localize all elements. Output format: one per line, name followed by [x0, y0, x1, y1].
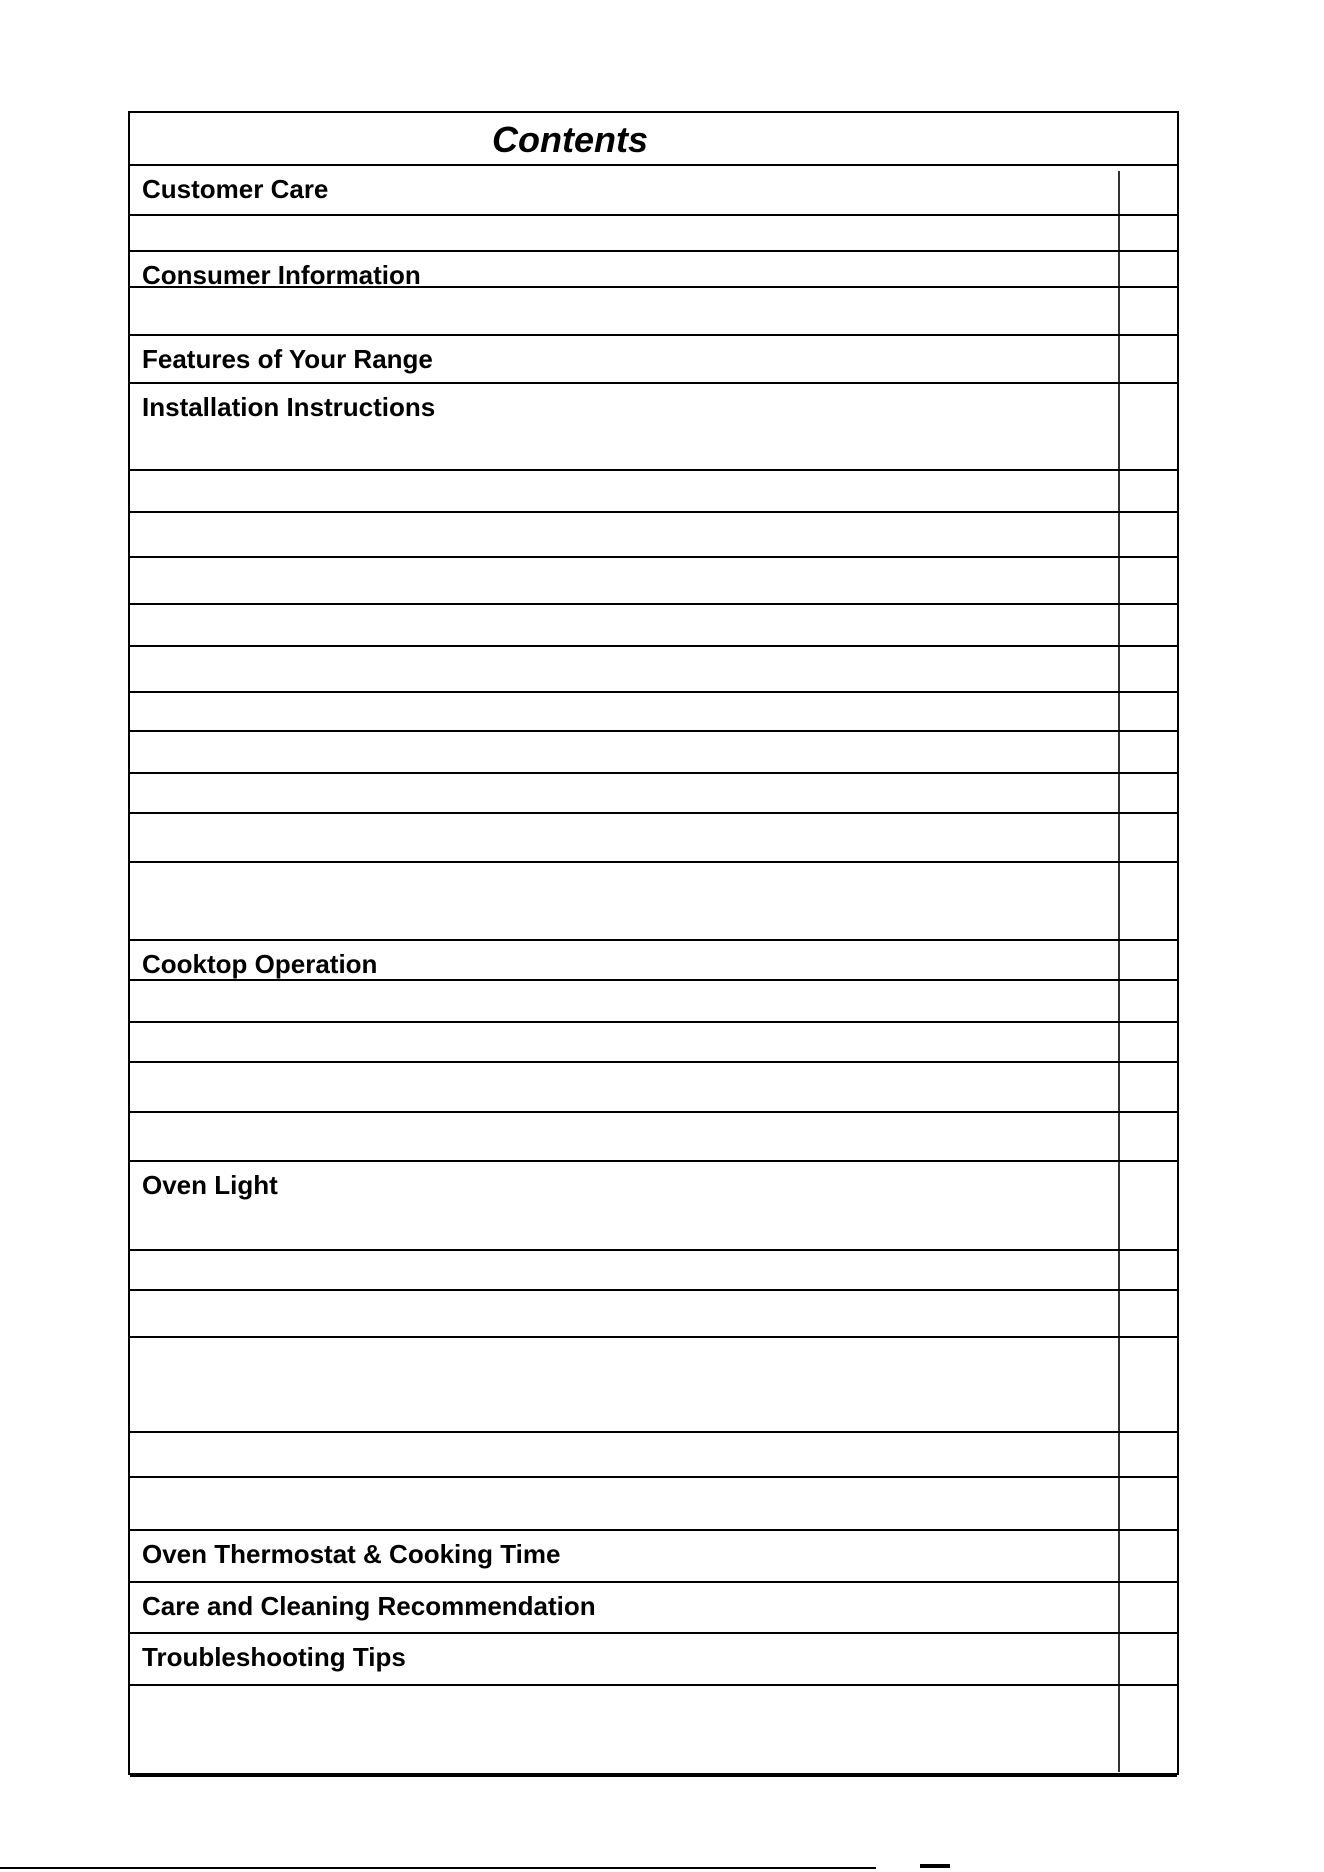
toc-entry-label: Troubleshooting Tips	[142, 1642, 406, 1672]
toc-row	[130, 1291, 1177, 1338]
toc-entry-label: Cooktop Operation	[142, 949, 378, 979]
toc-entry-label: Oven Thermostat & Cooking Time	[142, 1539, 561, 1569]
toc-row	[130, 1478, 1177, 1531]
toc-entry-label: Installation Instructions	[142, 392, 436, 422]
toc-row	[130, 981, 1177, 1023]
toc-row	[130, 166, 1177, 216]
toc-row	[130, 1063, 1177, 1113]
toc-row	[130, 1686, 1177, 1777]
toc-row	[130, 732, 1177, 774]
toc-row	[130, 288, 1177, 336]
toc-row	[130, 863, 1177, 941]
toc-row	[130, 774, 1177, 814]
toc-row	[130, 471, 1177, 513]
toc-row	[130, 1634, 1177, 1686]
toc-entry-label: Consumer Information	[142, 260, 421, 290]
toc-row	[130, 1251, 1177, 1291]
toc-row	[130, 1531, 1177, 1583]
toc-row	[130, 1113, 1177, 1162]
toc-row	[130, 1433, 1177, 1478]
toc-entry-label: Oven Light	[142, 1170, 278, 1200]
toc-entry-label: Features of Your Range	[142, 344, 433, 374]
toc-entry-label: Customer Care	[142, 174, 329, 204]
toc-row	[130, 216, 1177, 252]
toc-row	[130, 252, 1177, 288]
toc-row	[130, 384, 1177, 471]
toc-entry-label: Care and Cleaning Recommendation	[142, 1591, 596, 1621]
table-of-contents	[128, 111, 1179, 1775]
toc-row	[130, 1162, 1177, 1251]
footer-rule	[0, 1867, 876, 1869]
toc-row	[130, 814, 1177, 863]
toc-row	[130, 693, 1177, 732]
toc-row	[130, 558, 1177, 605]
contents-title: Contents	[130, 113, 1177, 166]
toc-row	[130, 336, 1177, 384]
toc-row	[130, 647, 1177, 693]
toc-row	[130, 513, 1177, 558]
toc-row	[130, 605, 1177, 647]
toc-row	[130, 1338, 1177, 1433]
toc-row	[130, 1023, 1177, 1063]
footer-mark	[920, 1864, 950, 1868]
toc-row	[130, 1583, 1177, 1634]
toc-row	[130, 941, 1177, 981]
